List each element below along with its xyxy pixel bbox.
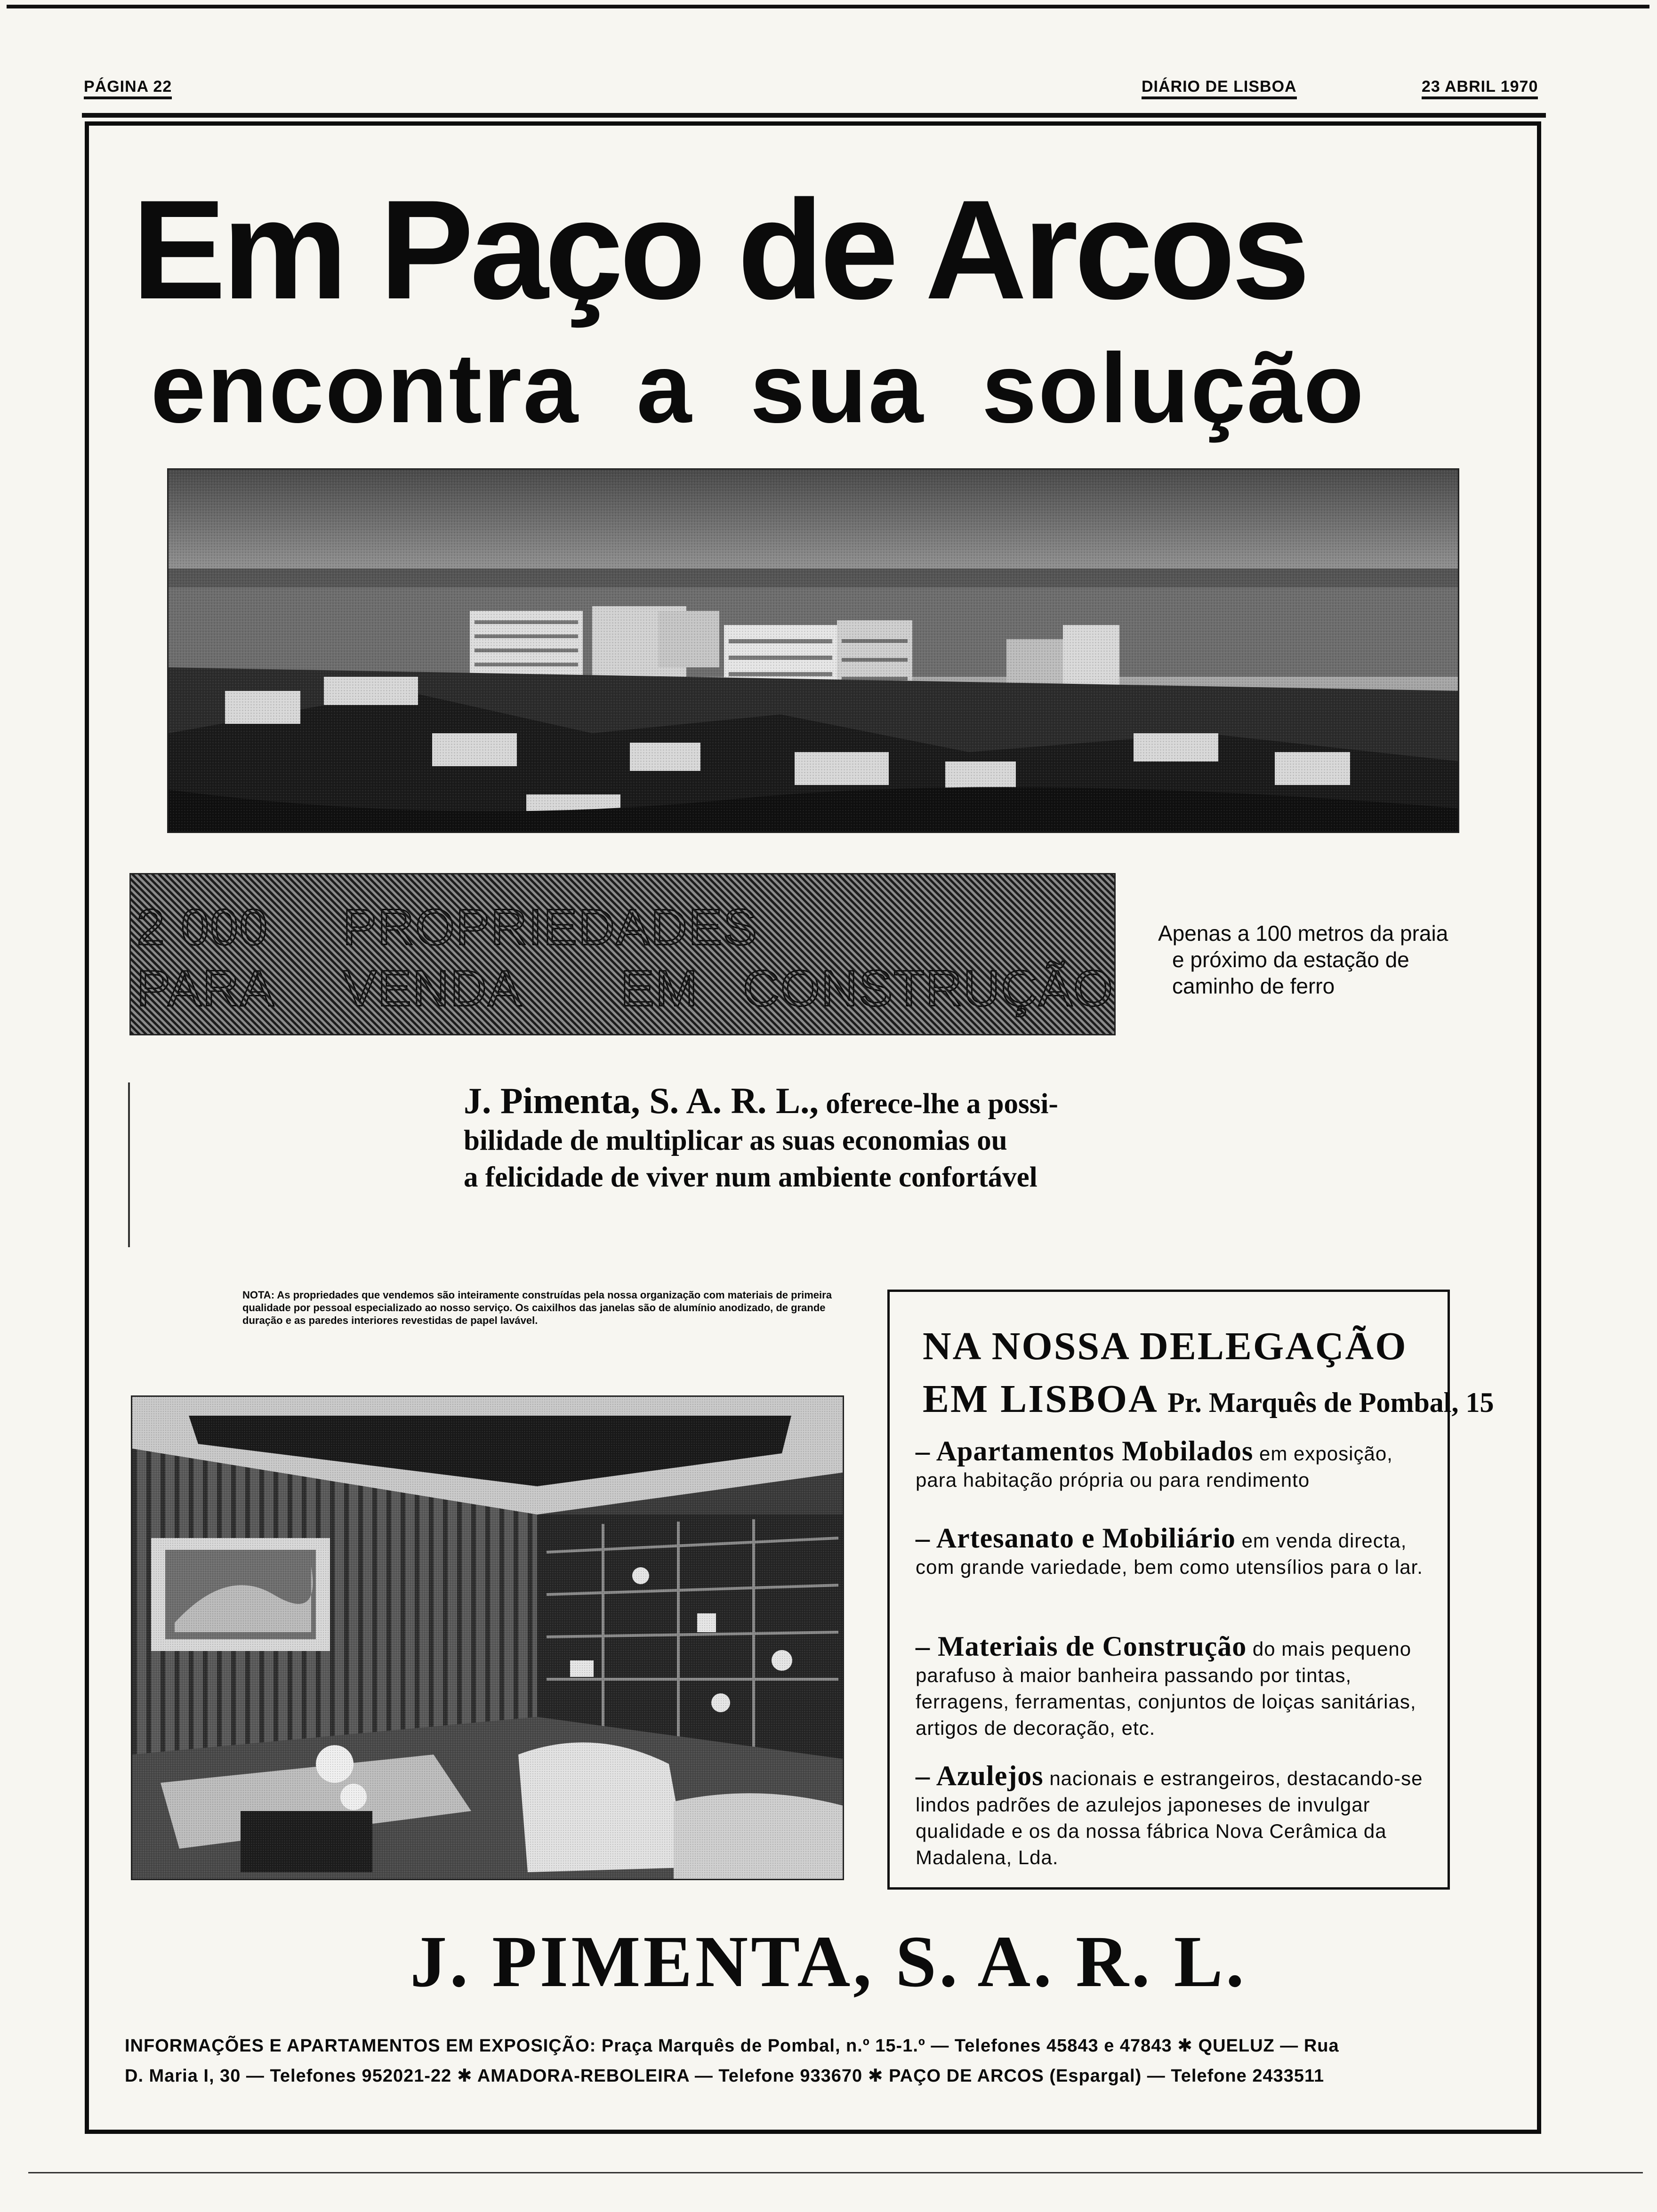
banner-em: EM	[620, 960, 699, 1017]
banner-number: 2 000	[137, 898, 269, 955]
location-note: Apenas a 100 metros da praia e próximo da estação de caminho de ferro	[1158, 921, 1448, 998]
banner-para: PARA	[137, 960, 275, 1017]
properties-banner	[129, 873, 1116, 1035]
newspaper-name: DIÁRIO DE LISBOA	[1142, 78, 1297, 96]
banner-propriedades: PROPRIEDADES	[343, 898, 758, 955]
banner-construcao: CONSTRUÇÃO	[743, 960, 1114, 1017]
headline-sub: encontra a sua solução	[151, 333, 1366, 443]
town-skyline-photo	[167, 468, 1459, 833]
offer-company: J. Pimenta, S. A. R. L.,	[464, 1080, 819, 1121]
contact-info: INFORMAÇÕES E APARTAMENTOS EM EXPOSIÇÃO: Praça Marquês de Pombal, n.º 15-1.º — Telefones 45843 e 47843 ✱ QUELUZ — Rua D. Maria I, 30 — Telefones 952021-22 ✱ AMADORA-REBOLEIRA — Telefone 933670 ✱ PAÇO DE ARCOS (Espargal) — Telefone 2433511	[125, 2036, 1339, 2086]
banner-venda: VENDA	[343, 960, 523, 1017]
construction-note	[242, 1289, 840, 1327]
delegation-item-tiles: – Azulejos nacionais e estrangeiros, destacando-se lindos padrões de azulejos japoneses de invulgar qualidade e os da nossa fábrica Nova Cerâmica da Madalena, Lda.	[916, 1760, 1423, 1868]
company-name: J. PIMENTA, S. A. R. L.	[410, 1921, 1247, 2002]
note-text: As propriedades que vendemos são inteiramente construídas pela nossa organização com materiais de primeira qualidade por pessoal especializado ao nosso serviço. Os caixilhos das janelas são de alumínio anodizado, de grande duração e as paredes interiores revestidas de papel lavável.	[242, 1289, 832, 1326]
room-photo-illustration	[132, 1397, 844, 1880]
frame-top-bar	[82, 113, 1546, 118]
offer-margin-rule	[128, 1082, 130, 1247]
top-rule	[7, 5, 1649, 8]
interior-room-photo	[131, 1395, 844, 1880]
footer-rule	[28, 2172, 1643, 2173]
headline-main: Em Paço de Arcos	[132, 170, 1307, 329]
delegation-address: Pr. Marquês de Pombal, 15	[1167, 1387, 1494, 1418]
delegation-item-handicraft: – Artesanato e Mobiliário em venda directa, com grande variedade, bem como utensílios para o lar.	[916, 1523, 1423, 1578]
delegation-item-apartments: – Apartamentos Mobilados em exposição, para habitação própria ou para rendimento	[916, 1435, 1393, 1491]
delegation-item-materials: – Materiais de Construção do mais pequeno parafuso à maior banheira passando por tintas, ferragens, ferramentas, conjuntos de loiças sanitárias, artigos de decoração, etc.	[916, 1631, 1416, 1739]
offer-paragraph: J. Pimenta, S. A. R. L., oferece-lhe a possi- bilidade de multiplicar as suas economias ou a felicidade de viver num ambiente confortável	[464, 1080, 1058, 1193]
town-photo-illustration	[169, 470, 1459, 833]
lisbon-delegation-box	[887, 1290, 1494, 1890]
page-number: PÁGINA 22	[84, 78, 172, 96]
delegation-title: NA NOSSA DELEGAÇÃO EM LISBOA Pr. Marquês de Pombal, 15	[923, 1324, 1494, 1421]
issue-date: 23 ABRIL 1970	[1422, 78, 1538, 96]
note-label: NOTA:	[242, 1289, 275, 1301]
